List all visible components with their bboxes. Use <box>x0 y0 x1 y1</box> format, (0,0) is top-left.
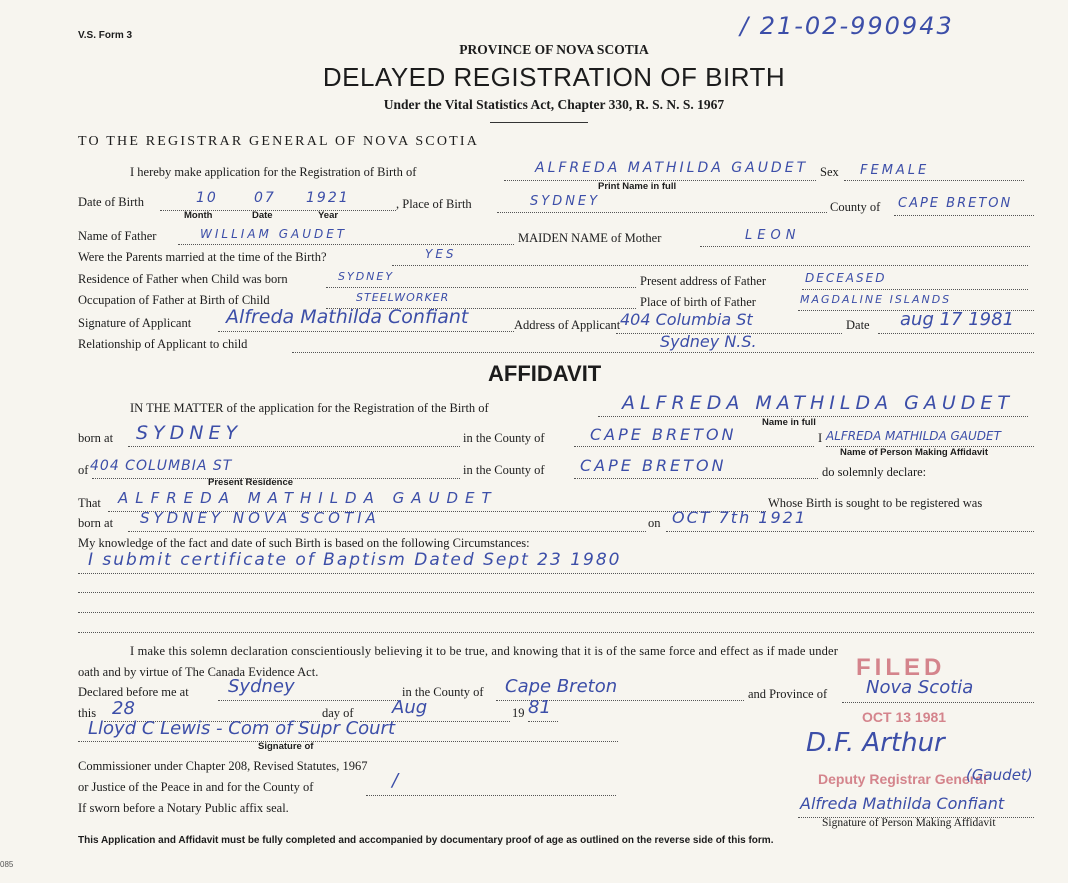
married-line <box>392 265 1028 266</box>
dob-label: Date of Birth <box>78 195 144 209</box>
father-line <box>178 244 514 245</box>
justice-line <box>366 795 616 796</box>
declared-label: Declared before me at <box>78 685 189 699</box>
this-value: 28 <box>112 698 135 719</box>
person-caption: Name of Person Making Affidavit <box>840 447 988 458</box>
place-of-birth-label: , Place of Birth <box>396 197 472 211</box>
registration-number: / 21-02-990943 <box>740 12 954 40</box>
residence-label: Residence of Father when Child was born <box>78 272 288 286</box>
dob-year-value: 1921 <box>306 190 350 206</box>
this-label: this <box>78 706 97 720</box>
residence-line <box>326 287 636 288</box>
circumstance-line-1 <box>78 573 1034 574</box>
date-caption: Date <box>252 210 273 221</box>
present-address-value: DECEASED <box>805 271 887 285</box>
dob-month-value: 10 <box>196 190 218 206</box>
on-value: OCT 7th 1921 <box>672 508 808 527</box>
born-at2-value: SYDNEY NOVA SCOTIA <box>140 509 380 527</box>
address-value: 404 Columbia St <box>620 310 753 329</box>
county-line <box>894 215 1034 216</box>
day-of-label: day of <box>322 706 354 720</box>
affidavit-county-line <box>574 446 814 447</box>
form-number: V.S. Form 3 <box>78 30 133 41</box>
declared-value: Sydney <box>228 676 295 697</box>
page-title: DELAYED REGISTRATION OF BIRTH <box>322 62 786 92</box>
signature-line <box>218 331 514 332</box>
on-label: on <box>648 516 661 530</box>
relationship-line <box>292 352 1034 353</box>
province-value: Nova Scotia <box>866 677 974 698</box>
name-in-full-caption: Name in full <box>762 417 816 428</box>
intro-label: I hereby make application for the Registration of Birth of <box>130 165 417 179</box>
sex-value: FEMALE <box>860 163 930 178</box>
residence-value: SYDNEY <box>338 270 395 283</box>
filed-stamp: FILED <box>856 654 946 681</box>
place-line <box>497 212 827 213</box>
circumstance-line-4 <box>78 632 1034 633</box>
commissioner-label: Commissioner under Chapter 208, Revised Statutes, 1967 <box>78 759 368 773</box>
date-value: aug 17 1981 <box>900 309 1015 330</box>
declare-label: do solemnly declare: <box>822 465 927 479</box>
father-birthplace-value: MAGDALINE ISLANDS <box>800 293 952 306</box>
affiant-signature-caption: Signature of Person Making Affidavit <box>822 817 996 829</box>
matter-label: IN THE MATTER of the application for the Registration of the Birth of <box>130 401 489 415</box>
county-label: County of <box>830 200 881 214</box>
year-prefix: 19 <box>512 706 525 720</box>
province-line <box>842 702 1034 703</box>
born-at2-label: born at <box>78 516 114 530</box>
notary-label: If sworn before a Notary Public affix seal. <box>78 801 289 815</box>
whose-birth-label: Whose Birth is sought to be registered was <box>768 496 983 510</box>
year-value: 81 <box>528 697 551 718</box>
year-caption: Year <box>318 210 339 221</box>
circumstance-value: I submit certificate of Baptism Dated Sept 23 1980 <box>88 550 622 570</box>
province-heading: PROVINCE OF NOVA SCOTIA <box>459 42 649 57</box>
filed-date-stamp: OCT 13 1981 <box>862 709 947 725</box>
present-address-label: Present address of Father <box>640 274 767 288</box>
affidavit-county2-value: CAPE BRETON <box>580 456 727 475</box>
justice-value: / <box>392 770 399 791</box>
affidavit-county2-line <box>574 478 818 479</box>
margin-code: 085 <box>0 860 14 869</box>
address-value-line2: Sydney N.S. <box>660 332 757 351</box>
applicant-signature-value: Alfreda Mathilda Confiant <box>226 306 469 328</box>
occupation-label: Occupation of Father at Birth of Child <box>78 293 270 307</box>
affidavit-county-value: CAPE BRETON <box>590 425 737 444</box>
province-label: and Province of <box>748 687 828 701</box>
month-value: Aug <box>392 697 428 718</box>
signature-label: Signature of Applicant <box>78 316 192 330</box>
father-birthplace-label: Place of birth of Father <box>640 295 756 309</box>
date-label: Date <box>846 318 870 332</box>
registrar-signature-value: D.F. Arthur <box>806 728 945 758</box>
title-rule <box>490 122 588 123</box>
dob-day-value: 07 <box>254 190 276 206</box>
circumstance-line-3 <box>78 612 1034 613</box>
born-at-line <box>128 446 460 447</box>
matter-value: ALFREDA MATHILDA GAUDET <box>622 392 1015 414</box>
declaration-text-1: I make this solemn declaration conscientiously believing it to be true, and knowing that it is of the same force and effect as if made under <box>130 644 839 658</box>
affiant-signature-value: Alfreda Mathilda Confiant <box>800 794 1005 813</box>
affidavit-heading: AFFIDAVIT <box>488 361 602 386</box>
on-line <box>666 531 1034 532</box>
declared-line <box>218 700 400 701</box>
i-label: I <box>818 431 823 445</box>
sex-label: Sex <box>820 165 839 179</box>
father-value: WILLIAM GAUDET <box>200 227 348 241</box>
page-subtitle: Under the Vital Statistics Act, Chapter 330, R. S. N. S. 1967 <box>383 97 725 112</box>
place-value: SYDNEY <box>530 194 601 209</box>
print-name-caption: Print Name in full <box>598 181 677 192</box>
born-at2-line <box>128 531 646 532</box>
to-registrar: TO THE REGISTRAR GENERAL OF NOVA SCOTIA <box>78 134 480 149</box>
that-label: That <box>78 496 101 510</box>
married-label: Were the Parents married at the time of the Birth? <box>78 250 327 264</box>
signature-of-caption: Signature of <box>258 741 314 752</box>
married-value: YES <box>425 247 457 261</box>
sex-line <box>844 180 1024 181</box>
affidavit-county2-label: in the County of <box>463 463 545 477</box>
footer-note: This Application and Affidavit must be fully completed and accompanied by documentary proof of age as outlined on the reverse side of this form. <box>78 835 774 846</box>
born-at-label: born at <box>78 431 114 445</box>
county-value: CAPE BRETON <box>898 196 1013 211</box>
born-at-value: SYDNEY <box>136 422 243 444</box>
mother-line <box>700 246 1030 247</box>
knowledge-label: My knowledge of the fact and date of such Birth is based on the following Circumstances: <box>78 536 530 550</box>
date-line <box>878 333 1034 334</box>
declaration-text-2: oath and by virtue of The Canada Evidence Act. <box>78 665 319 679</box>
year-line <box>528 721 558 722</box>
present-residence-caption: Present Residence <box>208 477 294 488</box>
mother-value: LEON <box>745 228 801 243</box>
present-address-line <box>802 289 1028 290</box>
commissioner-sig-line <box>78 741 618 742</box>
circumstance-line-2 <box>78 592 1034 593</box>
commissioner-signature-value: Lloyd C Lewis - Com of Supr Court <box>88 718 396 739</box>
justice-label: or Justice of the Peace in and for the County of <box>78 780 314 794</box>
relationship-label: Relationship of Applicant to child <box>78 337 248 351</box>
mother-label: MAIDEN NAME of Mother <box>518 231 662 245</box>
of-value: 404 COLUMBIA ST <box>90 458 233 474</box>
affidavit-county-label: in the County of <box>463 431 545 445</box>
child-name-value: ALFREDA MATHILDA GAUDET <box>535 160 809 176</box>
deputy-registrar-stamp: Deputy Registrar General <box>818 771 987 787</box>
applicant-gaudet-value: (Gaudet) <box>966 766 1033 784</box>
address-label: Address of Applicant <box>514 318 621 332</box>
father-label: Name of Father <box>78 229 157 243</box>
month-caption: Month <box>184 210 213 221</box>
declaration-county-label: in the County of <box>402 685 484 699</box>
declaration-county-value: Cape Breton <box>505 676 618 697</box>
person-value: ALFREDA MATHILDA GAUDET <box>826 429 1001 443</box>
of-label: of <box>78 463 89 477</box>
that-value: ALFREDA MATHILDA GAUDET <box>118 489 498 507</box>
occupation-value: STEELWORKER <box>356 291 450 304</box>
